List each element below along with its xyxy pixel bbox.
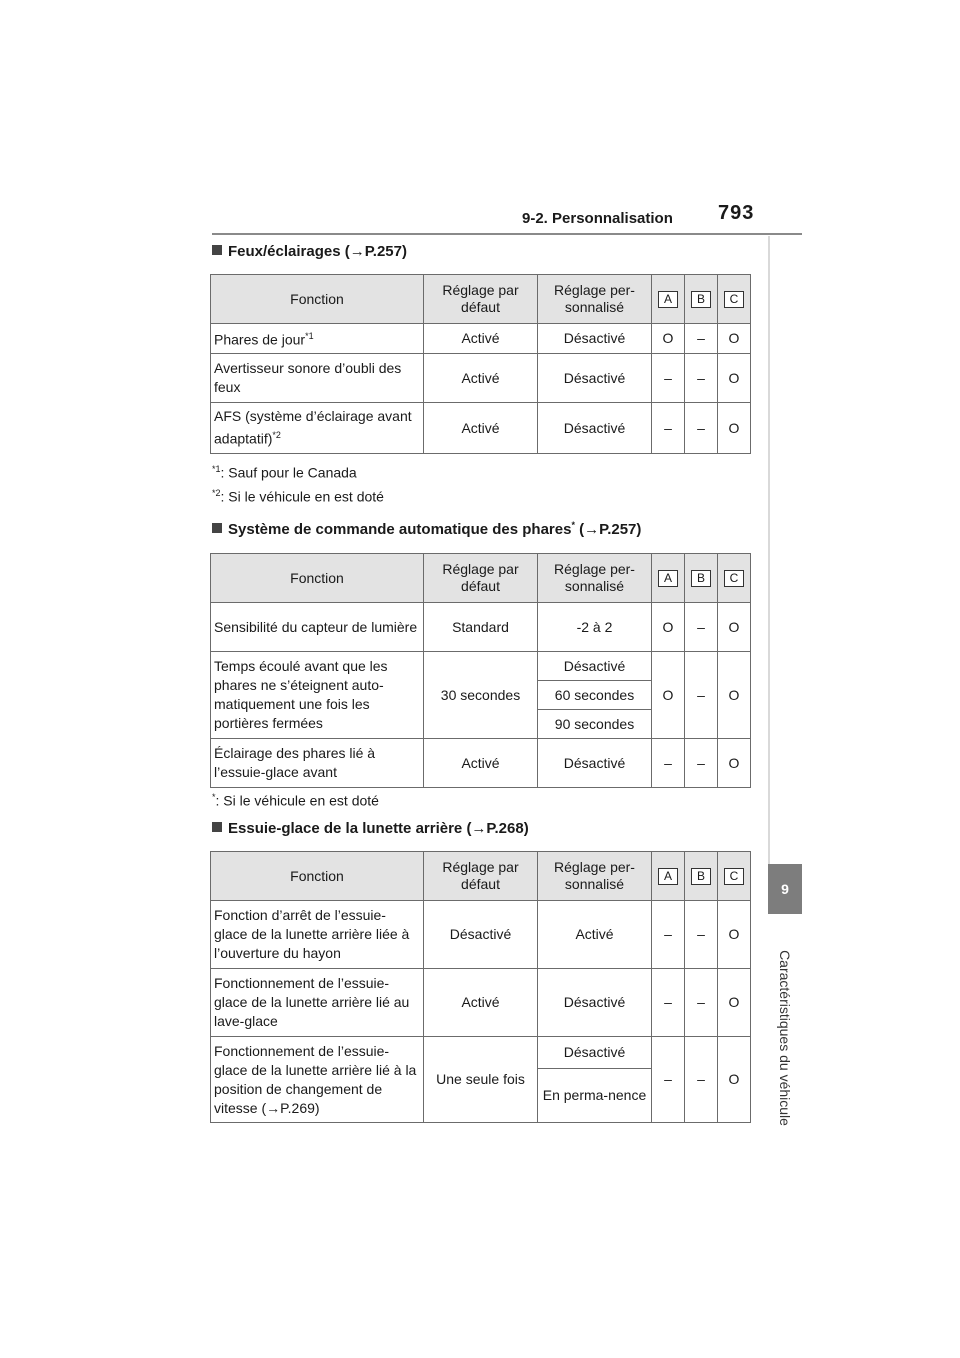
chapter-label-text: Caractéristiques du véhicule	[777, 950, 793, 1126]
chapter-label	[768, 918, 802, 1158]
row-custom: Désactivé	[538, 354, 652, 403]
row-a: –	[652, 1037, 685, 1123]
row-function	[211, 324, 424, 354]
row-a: O	[652, 603, 685, 652]
row-b: –	[685, 901, 718, 969]
row-c: O	[718, 901, 751, 969]
section2-ref: (→P.257)	[574, 521, 642, 538]
row-function: Fonction d’arrêt de l’essuie-glace de la lunette arrière liée à l’ouverture du hayon	[211, 901, 424, 969]
square-bullet-icon	[212, 245, 222, 255]
row-function: Temps écoulé avant que les phares ne s’éteignent auto-matiquement une fois les portières fermées	[211, 652, 424, 739]
section3-title: Essuie-glace de la lunette arrière (→P.268)	[228, 820, 529, 837]
row-custom-option: Désactivé	[538, 1037, 652, 1069]
section1-heading	[212, 243, 407, 260]
section3-heading	[212, 820, 529, 837]
header-defaut: Réglage par défaut	[424, 852, 538, 901]
row-b: –	[685, 603, 718, 652]
table-feux	[210, 274, 751, 454]
row-c: O	[718, 324, 751, 354]
row-function: Sensibilité du capteur de lumière	[211, 603, 424, 652]
row-a: –	[652, 739, 685, 788]
label-b-icon: B	[691, 291, 711, 308]
table-row	[211, 901, 751, 969]
header-b	[685, 554, 718, 603]
table-header-row	[211, 554, 751, 603]
table-row	[211, 603, 751, 652]
header-a	[652, 852, 685, 901]
label-b-icon: B	[691, 868, 711, 885]
row-a: –	[652, 403, 685, 454]
label-c-icon: C	[724, 868, 744, 885]
label-a-icon: A	[658, 291, 678, 308]
row-default: Désactivé	[424, 901, 538, 969]
header-perso: Réglage per-sonnalisé	[538, 275, 652, 324]
table-header-row	[211, 275, 751, 324]
row-b: –	[685, 739, 718, 788]
row-custom-option: 60 secondes	[538, 681, 652, 710]
side-divider	[768, 236, 770, 864]
footnote-text: : Si le véhicule en est doté	[215, 792, 379, 809]
row-c: O	[718, 1037, 751, 1123]
row-b: –	[685, 403, 718, 454]
header-perso: Réglage per-sonnalisé	[538, 554, 652, 603]
row-c: O	[718, 403, 751, 454]
header-c	[718, 554, 751, 603]
footnote-mark: *1	[305, 331, 314, 342]
row-a: O	[652, 652, 685, 739]
row-b: –	[685, 354, 718, 403]
label-a-icon: A	[658, 570, 678, 587]
function-text: Phares de jour	[214, 331, 306, 348]
footnote-mark: *1	[212, 464, 221, 474]
footnote-mark: *2	[272, 430, 281, 441]
row-default: Activé	[424, 354, 538, 403]
row-default: Standard	[424, 603, 538, 652]
label-c-icon: C	[724, 291, 744, 308]
section-title: 9-2. Personnalisation	[522, 210, 673, 227]
row-b: –	[685, 324, 718, 354]
footnote-mark: *2	[212, 488, 221, 498]
table-row	[211, 652, 751, 681]
row-custom: Désactivé	[538, 969, 652, 1037]
page-number: 793	[718, 202, 755, 224]
row-c: O	[718, 652, 751, 739]
row-custom: Activé	[538, 901, 652, 969]
row-custom: Désactivé	[538, 324, 652, 354]
row-a: –	[652, 901, 685, 969]
row-c: O	[718, 969, 751, 1037]
square-bullet-icon	[212, 523, 222, 533]
row-b: –	[685, 969, 718, 1037]
footnote-2	[212, 488, 384, 505]
header-perso: Réglage per-sonnalisé	[538, 852, 652, 901]
header-defaut: Réglage par défaut	[424, 554, 538, 603]
label-a-icon: A	[658, 868, 678, 885]
row-function: Fonctionnement de l’essuie-glace de la lunette arrière lié au lave-glace	[211, 969, 424, 1037]
table-row	[211, 403, 751, 454]
row-c: O	[718, 739, 751, 788]
section2-heading	[212, 520, 641, 538]
table-row	[211, 969, 751, 1037]
row-b: –	[685, 1037, 718, 1123]
row-b: –	[685, 652, 718, 739]
footnote-text: : Si le véhicule en est doté	[220, 488, 384, 505]
square-bullet-icon	[212, 822, 222, 832]
table-row	[211, 324, 751, 354]
row-default: Activé	[424, 324, 538, 354]
row-custom-option: Désactivé	[538, 652, 652, 681]
row-function: Avertisseur sonore d’oubli des feux	[211, 354, 424, 403]
row-default: Activé	[424, 739, 538, 788]
footnote-mark: *	[571, 520, 575, 530]
header-c	[718, 852, 751, 901]
table-row	[211, 739, 751, 788]
row-c: O	[718, 354, 751, 403]
header-rule	[212, 233, 802, 235]
row-c: O	[718, 603, 751, 652]
chapter-tab[interactable]: 9	[768, 864, 802, 914]
header-fonction: Fonction	[211, 275, 424, 324]
row-default: 30 secondes	[424, 652, 538, 739]
page-header	[0, 196, 960, 236]
table-essuie-glace	[210, 851, 751, 1123]
header-c	[718, 275, 751, 324]
row-custom: -2 à 2	[538, 603, 652, 652]
row-custom: Désactivé	[538, 739, 652, 788]
row-default: Une seule fois	[424, 1037, 538, 1123]
header-fonction: Fonction	[211, 554, 424, 603]
table-row	[211, 354, 751, 403]
row-a: –	[652, 969, 685, 1037]
row-function: Éclairage des phares lié à l’essuie-glace avant	[211, 739, 424, 788]
table-row	[211, 1037, 751, 1069]
row-custom-option: 90 secondes	[538, 710, 652, 739]
row-function	[211, 403, 424, 454]
footnote-1	[212, 464, 357, 481]
header-defaut: Réglage par défaut	[424, 275, 538, 324]
footnote-3	[212, 792, 379, 809]
row-function: Fonctionnement de l’essuie-glace de la lunette arrière lié à la position de changement de vitesse (→P.269)	[211, 1037, 424, 1123]
header-fonction: Fonction	[211, 852, 424, 901]
footnote-text: : Sauf pour le Canada	[220, 464, 357, 481]
table-header-row	[211, 852, 751, 901]
row-a: O	[652, 324, 685, 354]
header-a	[652, 554, 685, 603]
row-custom: Désactivé	[538, 403, 652, 454]
footnote-mark: *	[212, 792, 216, 802]
label-b-icon: B	[691, 570, 711, 587]
row-a: –	[652, 354, 685, 403]
function-text: AFS (système d’éclairage avant adaptatif)	[214, 408, 412, 447]
row-custom-option: En perma-nence	[538, 1069, 652, 1123]
table-phares-auto	[210, 553, 751, 788]
label-c-icon: C	[724, 570, 744, 587]
header-a	[652, 275, 685, 324]
header-b	[685, 275, 718, 324]
row-default: Activé	[424, 969, 538, 1037]
section1-title: Feux/éclairages (→P.257)	[228, 243, 407, 260]
header-b	[685, 852, 718, 901]
section2-title: Système de commande automatique des phares	[228, 521, 572, 538]
row-default: Activé	[424, 403, 538, 454]
